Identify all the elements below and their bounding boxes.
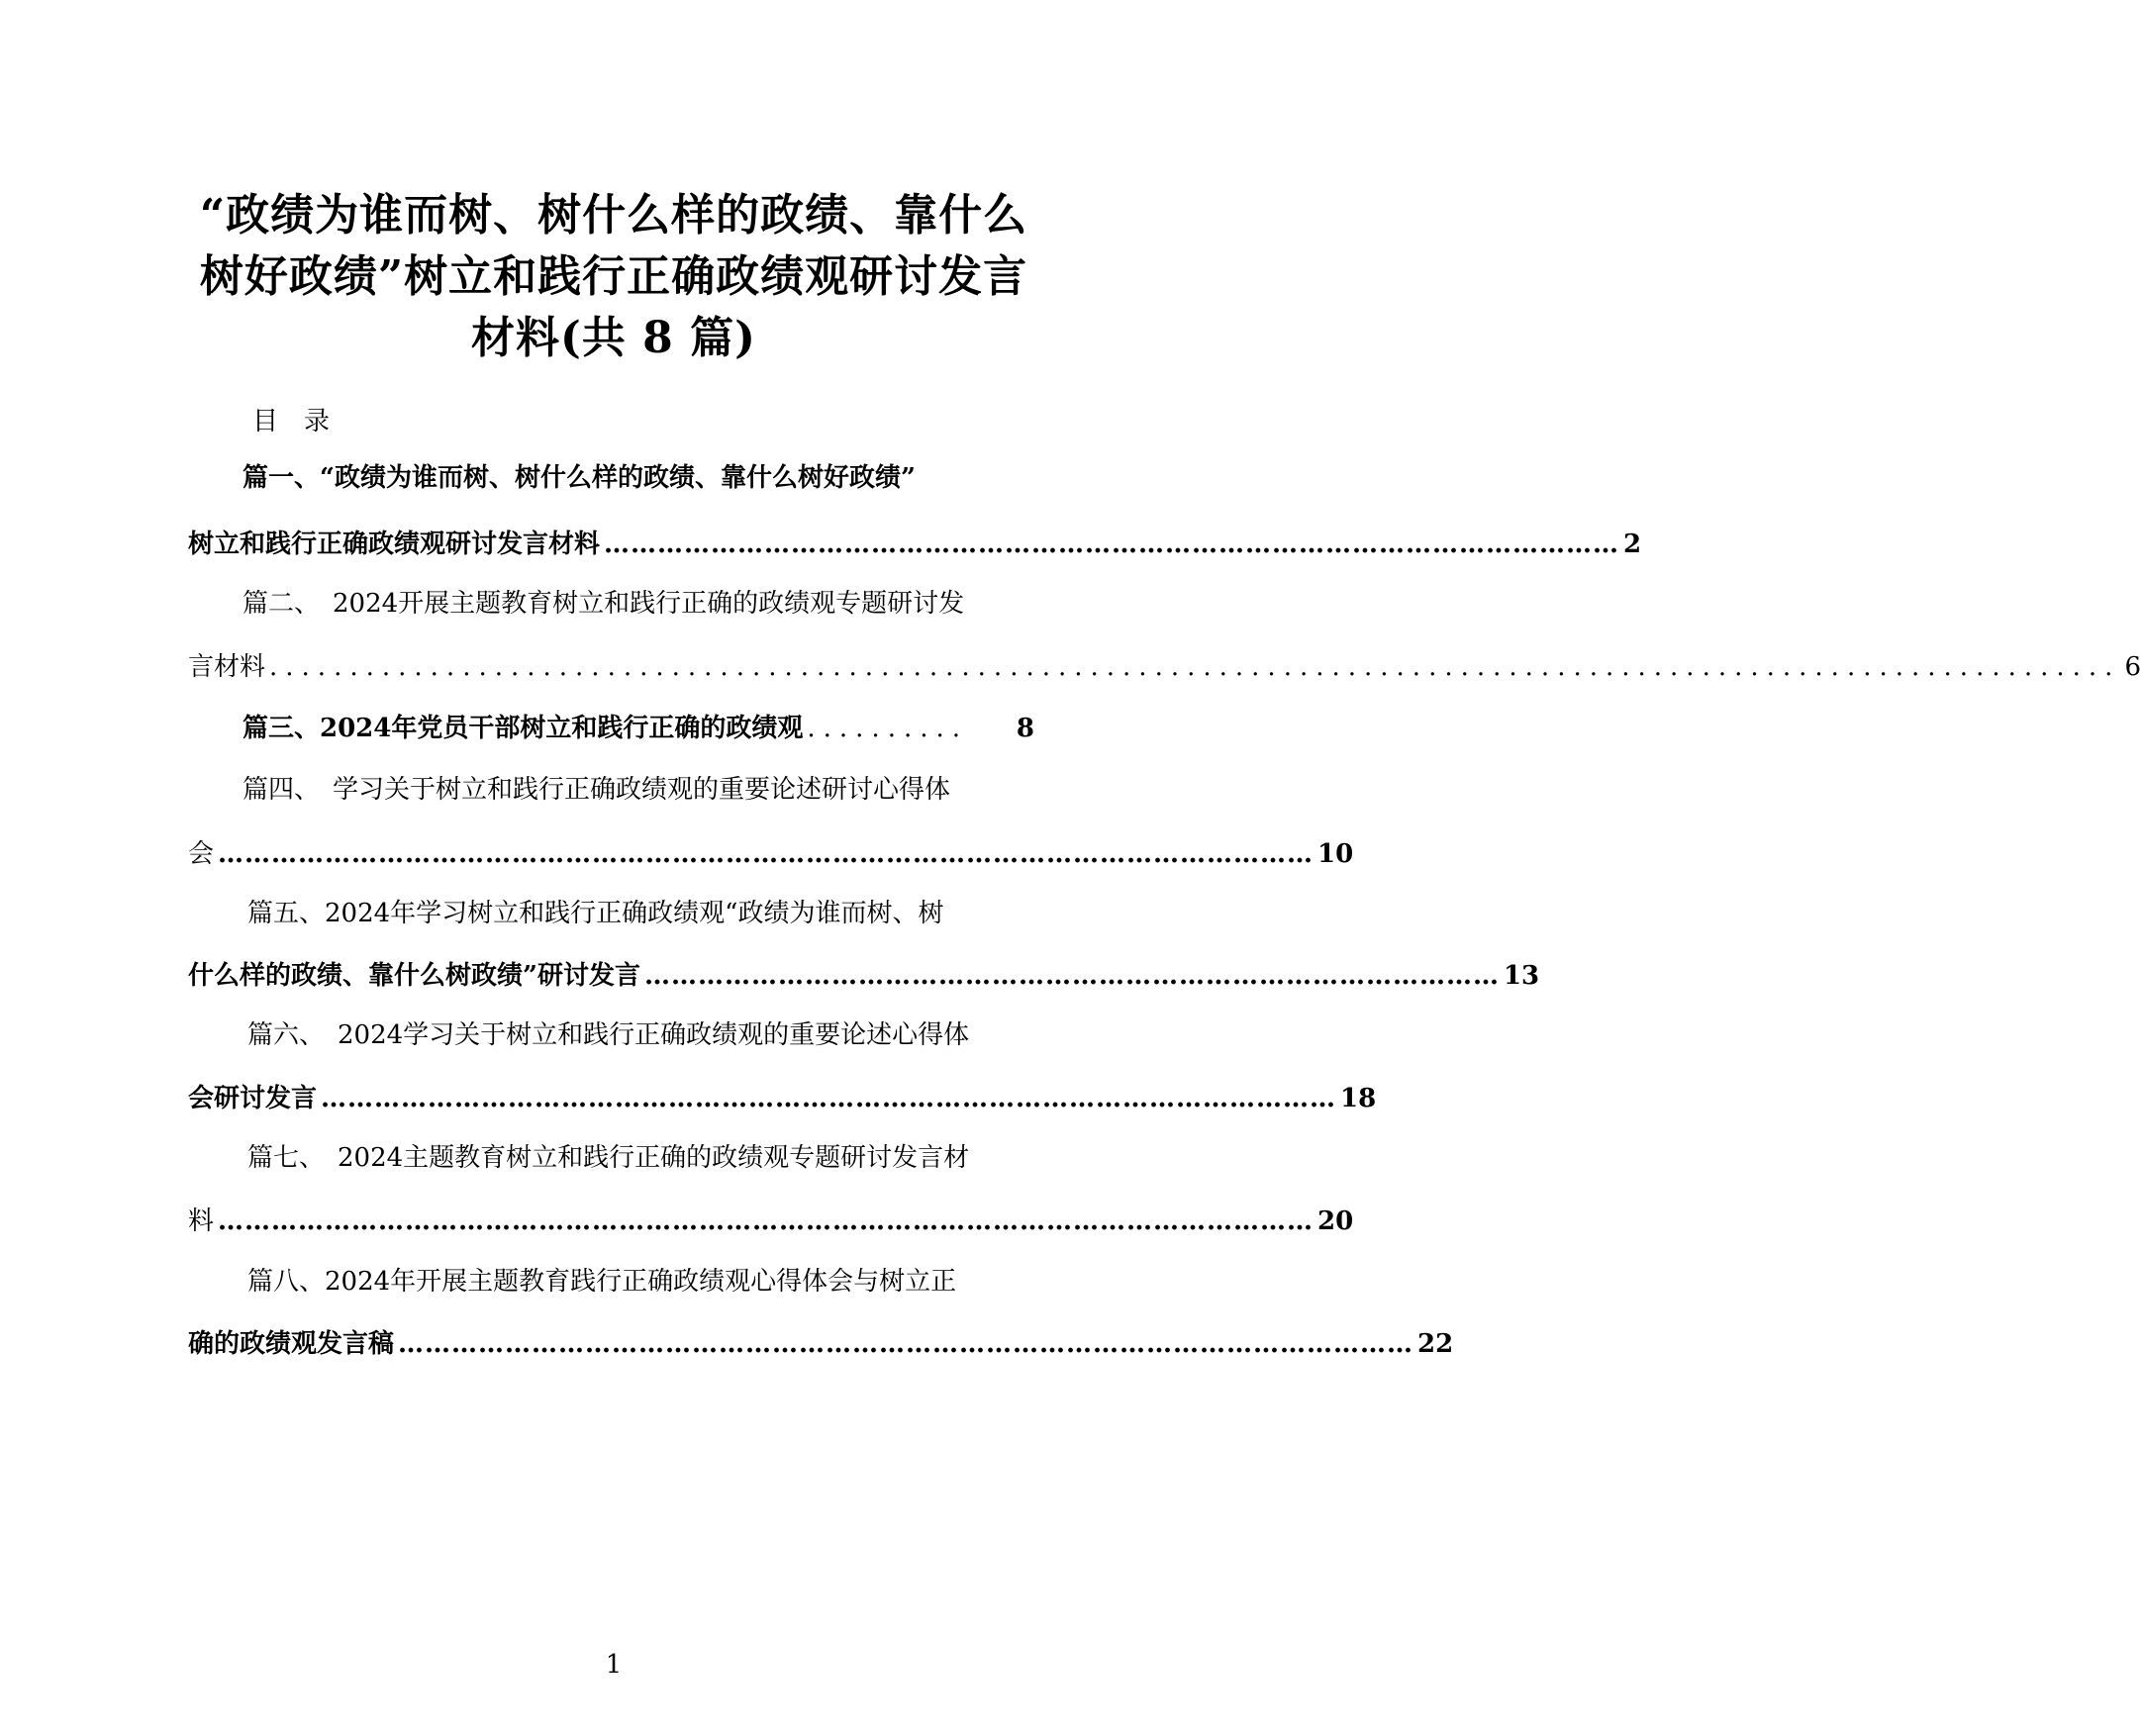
toc-entry-8-page: 22: [1417, 1329, 1454, 1359]
toc-leader-dots: ..........: [807, 714, 969, 743]
toc-entry-8-text: 确的政绩观发言稿: [188, 1329, 395, 1359]
toc-entry-7-text: 料: [188, 1206, 215, 1236]
toc-entry-4-page: 10: [1317, 839, 1354, 869]
toc-entry-3-page: 8: [1016, 714, 1034, 743]
toc-leader-dots: ……………………………………………………………………………………………………………: [218, 839, 1314, 869]
toc-entry-3[interactable]: [243, 711, 1034, 746]
toc-entry-7-line-1[interactable]: 篇七、 2024主题教育树立和践行正确的政绩观专题研讨发言材: [247, 1143, 970, 1173]
toc-entry-2-line-1[interactable]: 篇二、 2024开展主题教育树立和践行正确的政绩观专题研讨发: [243, 589, 965, 619]
toc-entry-8-line-1[interactable]: 篇八、2024年开展主题教育践行正确政绩观心得体会与树立正: [247, 1267, 957, 1297]
toc-entry-7-page: 20: [1317, 1206, 1354, 1236]
toc-entry-5-line-1[interactable]: 篇五、2024年学习树立和践行正确政绩观“政绩为谁而树、树: [247, 899, 944, 928]
toc-leader-dots: ……………………………………………………………………………………………………: [321, 1084, 1337, 1113]
toc-entry-6-page: 18: [1340, 1084, 1377, 1113]
toc-entry-6-line-2[interactable]: [188, 1081, 1377, 1116]
toc-entry-4-text: 会: [188, 839, 215, 869]
toc-entry-5-page: 13: [1503, 961, 1540, 991]
toc-entry-4-line-2[interactable]: [188, 836, 1354, 872]
toc-entry-5-text: 什么样的政绩、靠什么树政绩”研讨发言: [188, 961, 640, 991]
toc-leader-dots: ……………………………………………………………………………………: [643, 961, 1500, 991]
toc-entry-4-line-1[interactable]: 篇四、 学习关于树立和践行正确政绩观的重要论述研讨心得体: [243, 775, 951, 805]
toc-entry-2-line-2[interactable]: [188, 649, 2141, 685]
toc-entry-7-line-2[interactable]: [188, 1204, 1354, 1239]
toc-leader-dots: ...................................................................................................................: [269, 652, 2121, 682]
toc-heading: 目 录: [252, 407, 331, 436]
title-line-1: “政绩为谁而树、树什么样的政绩、靠什么: [199, 190, 1028, 241]
toc-entry-6-text: 会研讨发言: [188, 1084, 318, 1113]
toc-entry-1-text: 树立和践行正确政绩观研讨发言材料: [188, 530, 601, 559]
toc-leader-dots: ……………………………………………………………………………………………………: [398, 1329, 1414, 1359]
page-number: 1: [605, 1650, 623, 1680]
toc-entry-1-line-1[interactable]: 篇一、“政绩为谁而树、树什么样的政绩、靠什么树好政绩”: [243, 463, 916, 493]
toc-entry-5-line-2[interactable]: [188, 958, 1540, 994]
toc-entry-3-text: 篇三、2024年党员干部树立和践行正确的政绩观: [243, 714, 804, 743]
title-line-2: 树好政绩”树立和践行正确政绩观研讨发言: [199, 251, 1028, 302]
toc-entry-2-text: 言材料: [188, 652, 266, 682]
toc-entry-2-page: 6: [2124, 652, 2141, 682]
toc-leader-dots: ……………………………………………………………………………………………………: [604, 530, 1620, 559]
toc-leader-dots: ……………………………………………………………………………………………………………: [218, 1206, 1314, 1236]
toc-entry-1-line-2[interactable]: [188, 527, 1642, 562]
title-line-3: 材料(共 8 篇): [471, 313, 756, 363]
toc-entry-8-line-2[interactable]: [188, 1326, 1454, 1362]
toc-entry-1-page: 2: [1623, 530, 1642, 559]
toc-entry-6-line-1[interactable]: 篇六、 2024学习关于树立和践行正确政绩观的重要论述心得体: [247, 1020, 970, 1050]
